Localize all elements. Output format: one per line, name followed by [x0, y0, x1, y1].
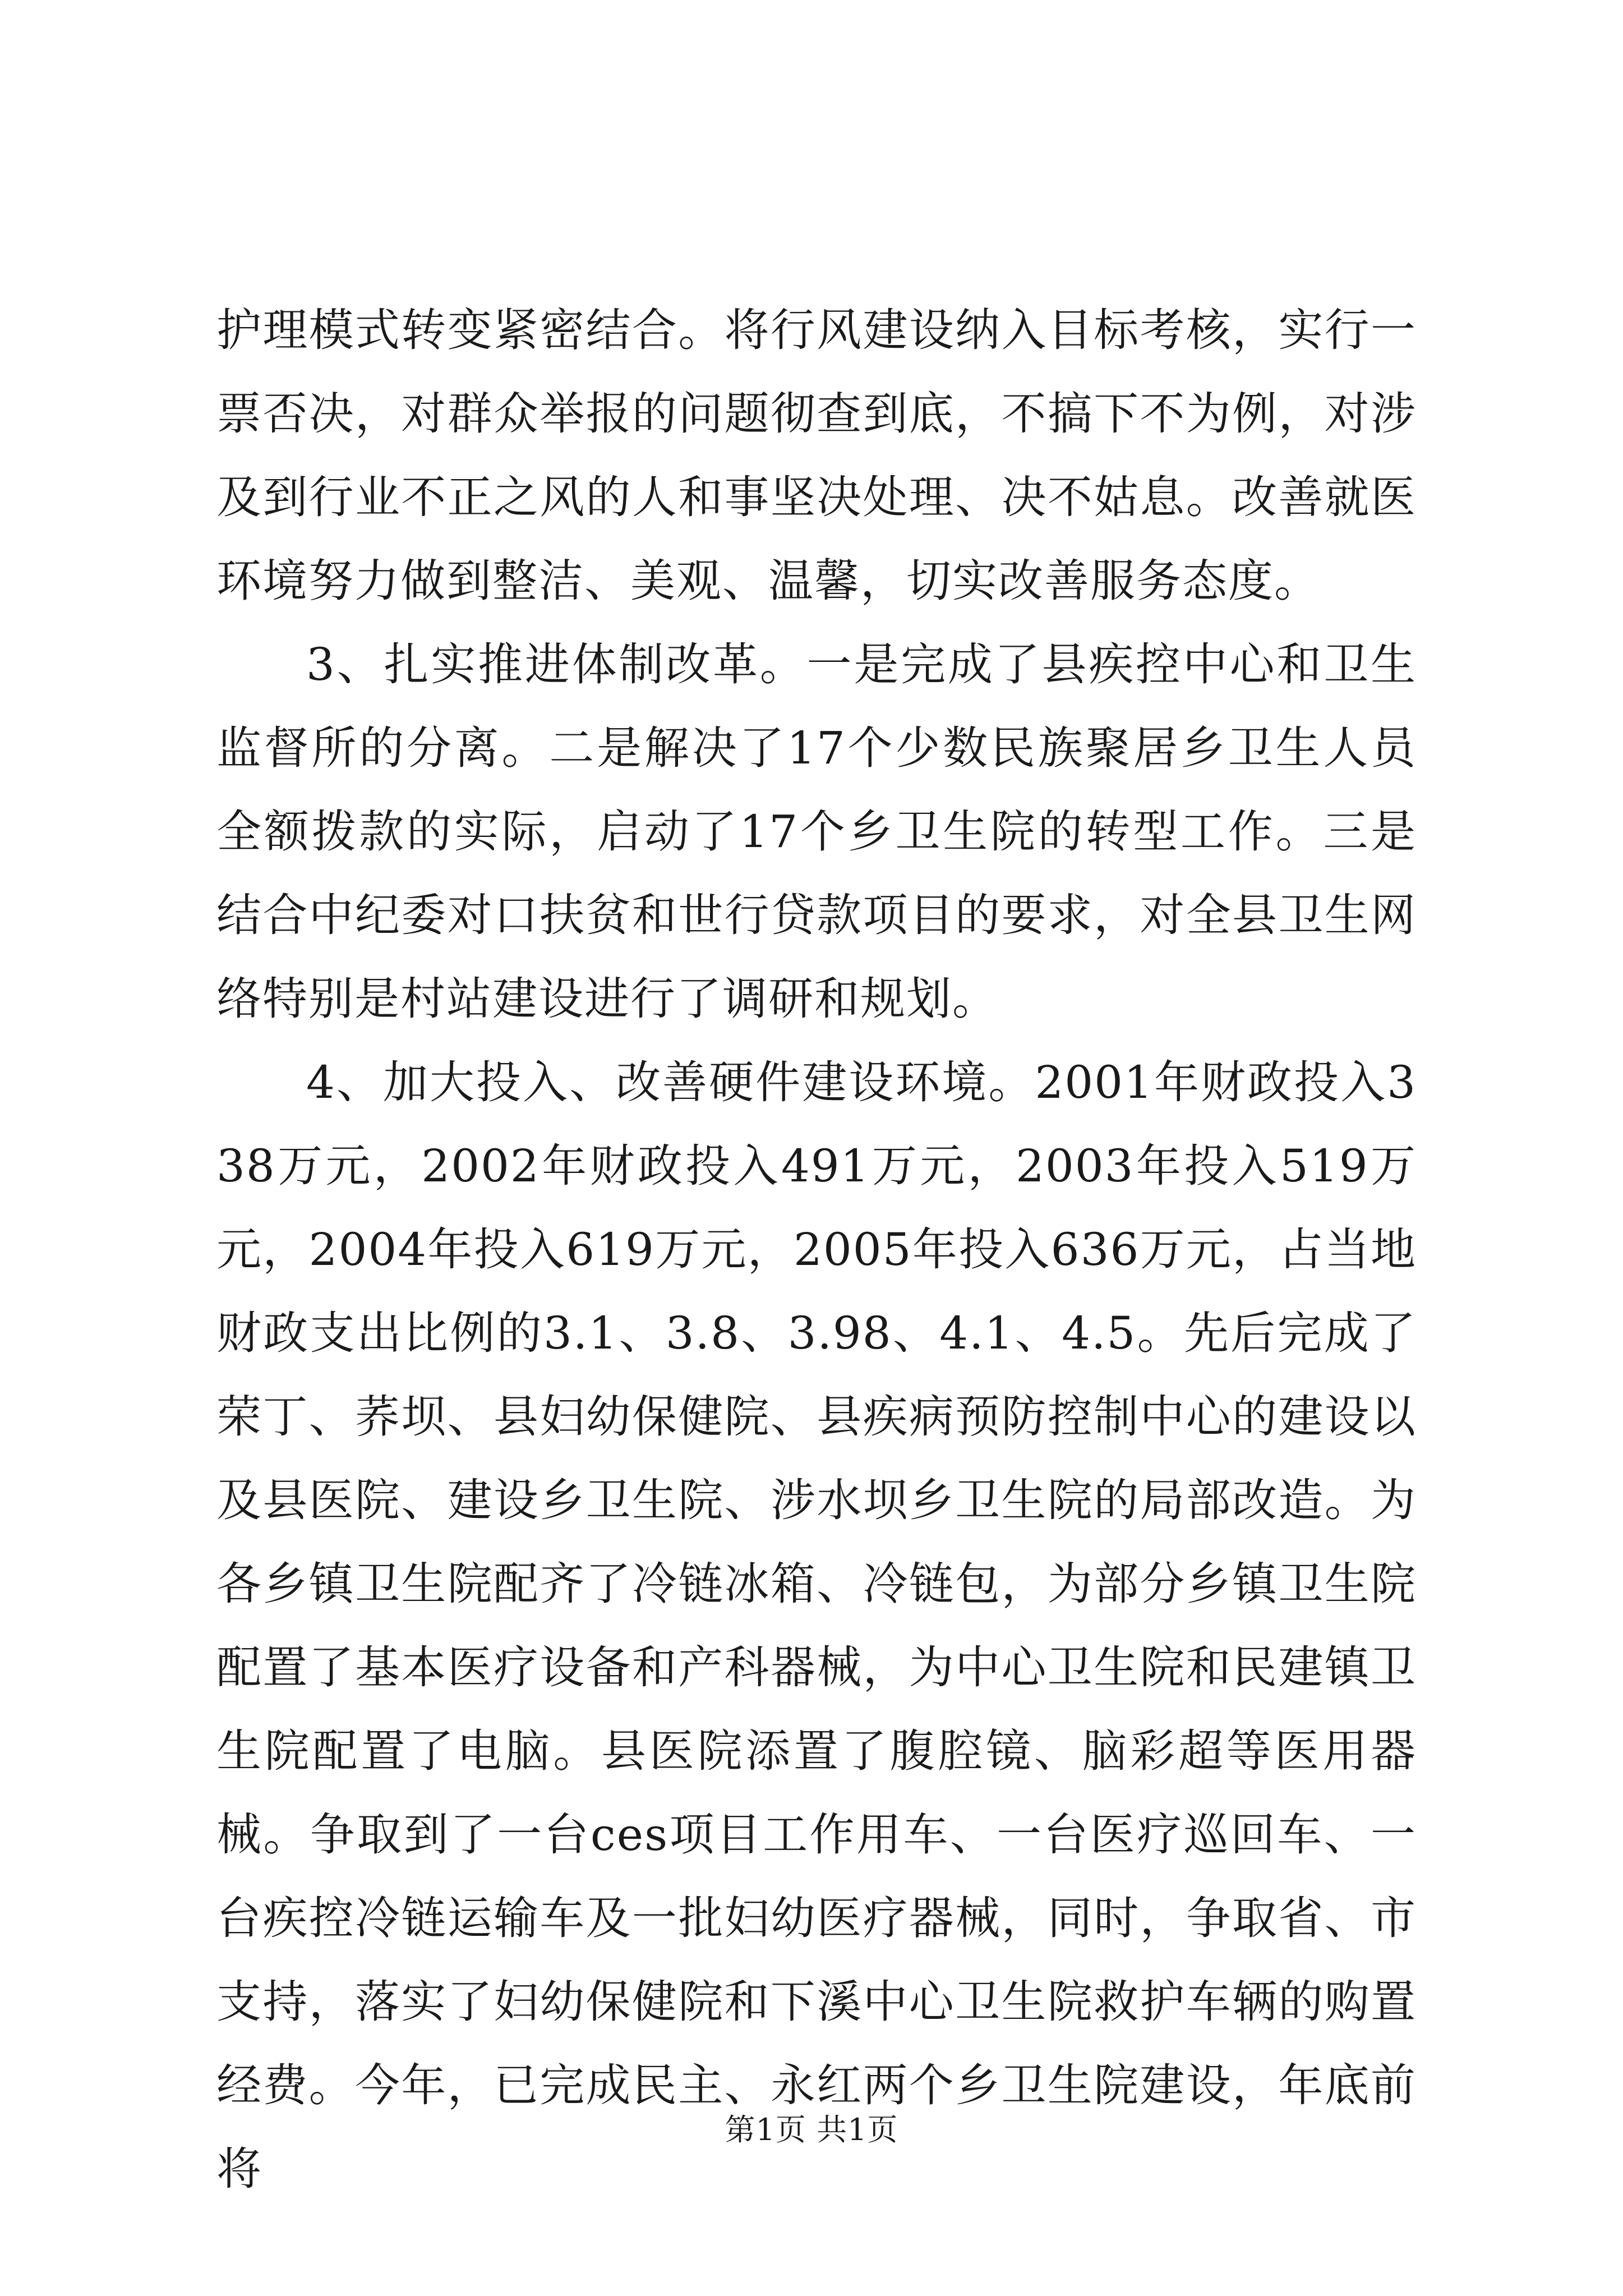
paragraph-continuation: 护理模式转变紧密结合。将行风建设纳入目标考核，实行一票否决，对群众举报的问题彻查到底，不搞下不为例，对涉及到行业不正之风的人和事坚决处理、决不姑息。改善就医环境努力做到整洁、美观、温馨，切实改善服务态度。 [216, 304, 1417, 607]
paragraph-4-investment: 4、加大投入、改善硬件建设环境。2001年财政投入338万元，2002年财政投入491万元，2003年投入519万元，2004年投入619万元，2005年投入636万元，占当地财政支出比例的3.1、3.8、3.98、4.1、4.5。先后完成了荣丁、荞坝、县妇幼保健院、县疾病预防控制中心的建设以及县医院、建设乡卫生院、涉水坝乡卫生院的局部改造。为各乡镇卫生院配齐了冷链冰箱、冷链包，为部分乡镇卫生院配置了基本医疗设备和产科器械，为中心卫生院和民建镇卫生院配置了电脑。县医院添置了腹腔镜、脑彩超等医用器械。争取到了一台ces项目工作用车、一台医疗巡回车、一台疾控冷链运输车及一批妇幼医疗器械，同时，争取省、市支持，落实了妇幼保健院和下溪中心卫生院救护车辆的购置经费。今年，已完成民主、永红两个乡卫生院建设，年底前将 [216, 1056, 1417, 2195]
page-footer: 第1页 共1页 [725, 2112, 898, 2147]
body-text [216, 288, 1417, 2211]
paragraph-3-system-reform: 3、扎实推进体制改革。一是完成了县疾控中心和卫生监督所的分离。二是解决了17个少数民族聚居乡卫生人员全额拨款的实际，启动了17个乡卫生院的转型工作。三是结合中纪委对口扶贫和世行贷款项目的要求，对全县卫生网络特别是村站建设进行了调研和规划。 [216, 638, 1417, 1025]
